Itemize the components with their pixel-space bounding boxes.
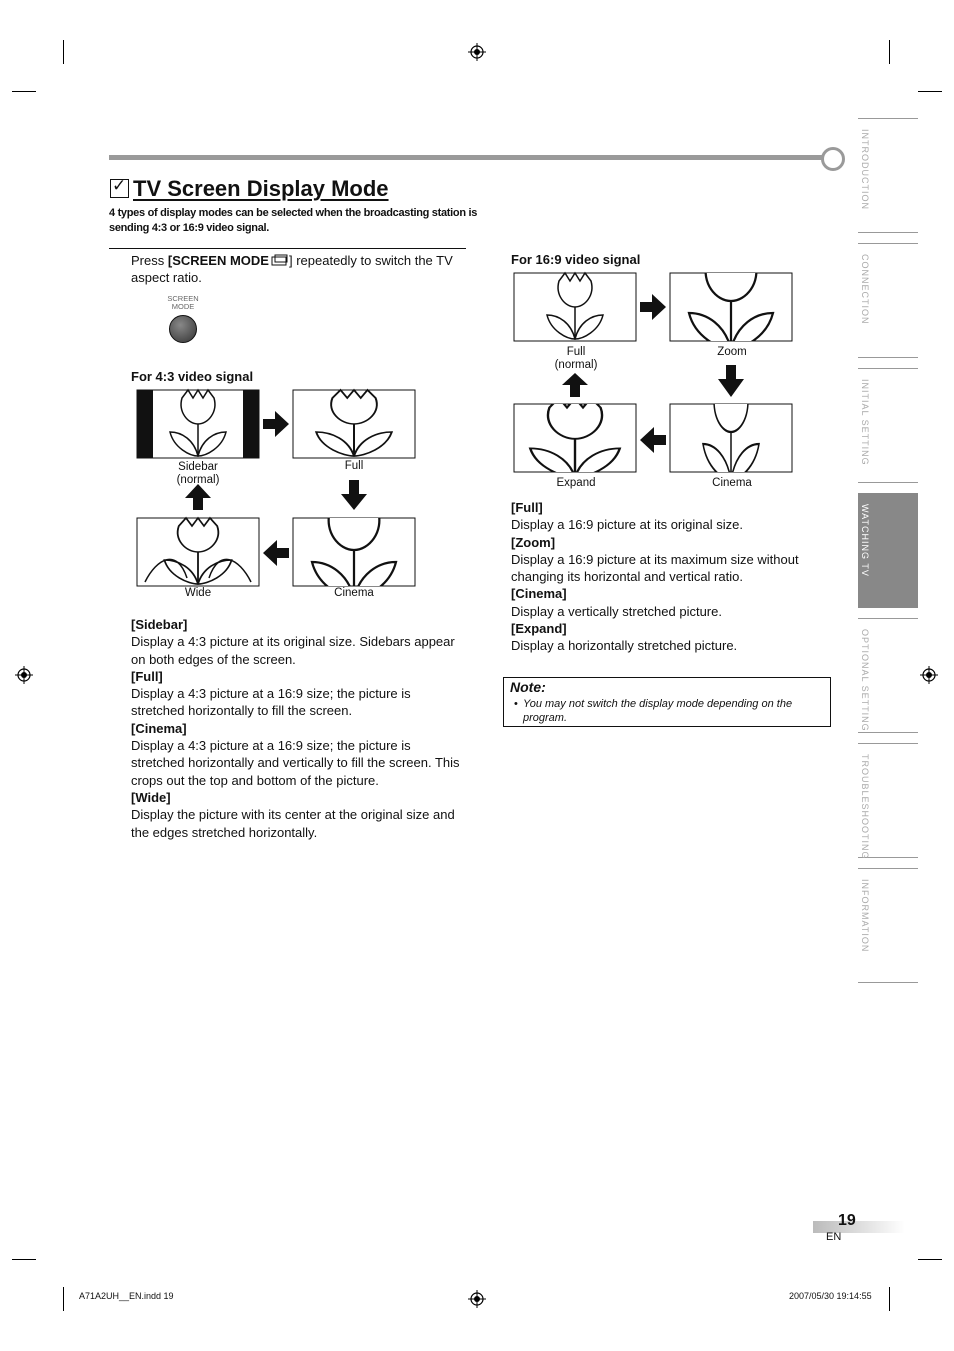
cinema-label: Cinema bbox=[334, 587, 374, 599]
language-code: EN bbox=[826, 1231, 842, 1243]
signal-169-descriptions bbox=[511, 499, 829, 655]
note-bullet: • You may not switch the display mode depending on the program. bbox=[514, 698, 793, 724]
note-heading: Note: bbox=[510, 679, 546, 695]
arrow-up-icon bbox=[562, 373, 588, 397]
page-number: 19 bbox=[838, 1212, 856, 1229]
tab-initial-setting[interactable]: INITIAL SETTING bbox=[858, 368, 918, 483]
signal-43-heading: For 4:3 video signal bbox=[131, 369, 254, 384]
description: Display a 16:9 picture at its original size. bbox=[511, 517, 743, 533]
term: [Cinema] bbox=[131, 720, 187, 736]
footer-file-info: A71A2UH__EN.indd 19 bbox=[79, 1291, 174, 1301]
zoom-mode-picture bbox=[670, 271, 792, 349]
tab-watching-tv[interactable]: WATCHING TV bbox=[858, 493, 918, 608]
description: Display a 4:3 picture at a 16:9 size; the picture is stretched horizontally to fill the screen. bbox=[131, 686, 411, 719]
arrow-down-icon bbox=[718, 365, 744, 397]
crop-mark bbox=[12, 1259, 36, 1260]
expand-mode-picture bbox=[514, 398, 636, 477]
arrow-right-icon bbox=[263, 411, 289, 437]
term: [Sidebar] bbox=[131, 617, 188, 632]
tab-troubleshooting[interactable]: TROUBLESHOOTING bbox=[858, 743, 918, 858]
screen-mode-icon bbox=[271, 254, 289, 266]
section-tabs bbox=[858, 118, 918, 993]
title-rule bbox=[109, 155, 823, 160]
wide-label: Wide bbox=[184, 587, 212, 599]
full-normal-mode-picture bbox=[514, 273, 636, 341]
footer-timestamp: 2007/05/30 19:14:55 bbox=[789, 1291, 872, 1301]
description: Display a 4:3 picture at a 16:9 size; the picture is stretched horizontally and vertically to fill the screen. This crops out the top and bottom of the picture. bbox=[131, 738, 460, 788]
cinema-169-label: Cinema bbox=[712, 477, 752, 489]
arrow-right-icon bbox=[640, 294, 666, 320]
intro-text: 4 types of display modes can be selected when the broadcasting station is sending 4:3 or 16:9 video signal. bbox=[109, 207, 478, 234]
page-title: ✓TV Screen Display Mode bbox=[110, 176, 389, 202]
arrow-up-icon bbox=[185, 484, 211, 510]
instruction-text: Press [SCREEN MODE ] repeatedly to switch the TV aspect ratio. bbox=[131, 253, 453, 286]
description: Display the picture with its center at the original size and the edges stretched horizontally. bbox=[131, 807, 455, 840]
term: [Expand] bbox=[511, 621, 567, 637]
term: [Zoom] bbox=[511, 534, 556, 550]
registration-mark-icon bbox=[15, 666, 33, 684]
zoom-label: Zoom bbox=[717, 346, 747, 358]
crop-mark bbox=[63, 1287, 64, 1311]
term: [Full] bbox=[131, 668, 163, 684]
crop-mark bbox=[12, 91, 36, 92]
arrow-left-icon bbox=[640, 427, 666, 453]
tab-introduction[interactable]: INTRODUCTION bbox=[858, 118, 918, 233]
arrow-left-icon bbox=[263, 540, 289, 566]
registration-mark-icon bbox=[920, 666, 938, 684]
signal-43-descriptions bbox=[131, 616, 466, 841]
crop-mark bbox=[889, 40, 890, 64]
registration-mark-icon bbox=[468, 1290, 486, 1308]
crop-mark bbox=[63, 40, 64, 64]
description: Display a 4:3 picture at its original size. Sidebars appear on both edges of the screen. bbox=[131, 634, 455, 667]
checkbox-icon bbox=[110, 179, 129, 198]
expand-label: Expand bbox=[556, 477, 596, 489]
cinema-mode-picture bbox=[293, 499, 415, 590]
diagram-169-modes bbox=[512, 271, 797, 477]
full-normal-label: Full (normal) bbox=[554, 346, 598, 371]
title-rule-circle bbox=[821, 147, 845, 171]
term: [Full] bbox=[511, 500, 543, 515]
description: Display a horizontally stretched picture. bbox=[511, 638, 738, 654]
full-mode-picture bbox=[293, 390, 415, 458]
crop-mark bbox=[889, 1287, 890, 1311]
description: Display a 16:9 picture at its maximum size without changing its horizontal and vertical ratio. bbox=[511, 551, 799, 585]
term: [Wide] bbox=[131, 789, 171, 805]
full-label: Full bbox=[344, 460, 364, 472]
tab-optional-setting[interactable]: OPTIONAL SETTING bbox=[858, 618, 918, 733]
term: [Cinema] bbox=[511, 586, 567, 602]
note-box bbox=[503, 677, 831, 727]
crop-mark bbox=[918, 1259, 942, 1260]
wide-mode-picture bbox=[137, 518, 259, 586]
registration-mark-icon bbox=[468, 43, 486, 61]
description: Display a vertically stretched picture. bbox=[511, 603, 722, 619]
section-divider bbox=[109, 248, 466, 249]
sidebar-mode-picture bbox=[137, 390, 259, 458]
sidebar-label: Sidebar (normal) bbox=[176, 461, 220, 486]
tab-connection[interactable]: CONNECTION bbox=[858, 243, 918, 358]
screen-mode-button-label: SCREEN MODE bbox=[167, 294, 199, 311]
crop-mark bbox=[918, 91, 942, 92]
diagram-43-modes bbox=[135, 388, 420, 590]
screen-mode-button[interactable] bbox=[169, 315, 197, 343]
tab-information[interactable]: INFORMATION bbox=[858, 868, 918, 983]
arrow-down-icon bbox=[341, 480, 367, 510]
signal-169-heading: For 16:9 video signal bbox=[511, 252, 641, 267]
